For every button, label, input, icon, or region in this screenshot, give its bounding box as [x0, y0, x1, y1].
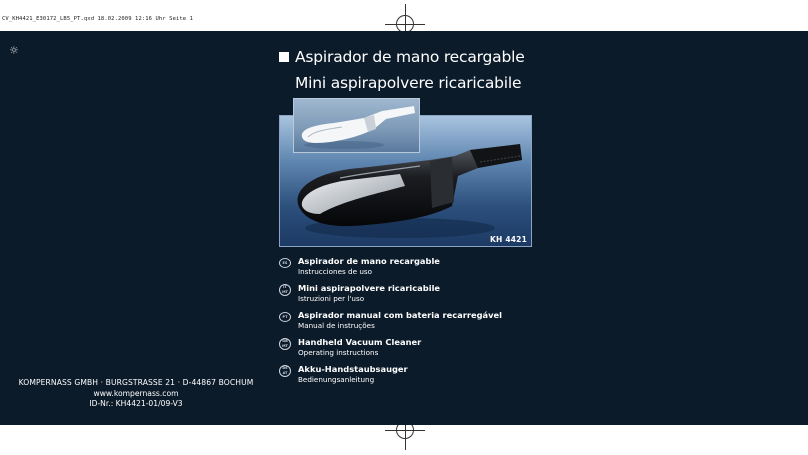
language-code-badge: PT [279, 312, 291, 322]
product-photo-inset [293, 98, 420, 153]
language-item-subtitle: Istruzioni per l'uso [298, 294, 365, 303]
language-item-title: Akku-Handstaubsauger [298, 364, 408, 374]
language-code-badge: DE AT [279, 365, 291, 377]
cover-page [0, 31, 808, 425]
model-number: KH 4421 [490, 235, 527, 244]
vacuum-cleaner-inset-image [294, 99, 419, 152]
language-item-title: Mini aspirapolvere ricaricabile [298, 283, 441, 293]
language-item-subtitle: Manual de instruções [298, 321, 375, 330]
language-code-badge: GB MT [279, 338, 291, 350]
company-website: www.kompernass.com [93, 388, 179, 398]
company-address [0, 378, 272, 410]
file-slug: CV_KH4421_E30172_LB5_PT.qxd 18.02.2009 12:16 Uhr Seite 1 [2, 16, 194, 22]
language-item-title: Aspirador de mano recargable [298, 256, 440, 266]
company-name: KOMPERNASS GMBH · BURGSTRASSE 21 · D-44867 BOCHUM [18, 378, 254, 387]
language-code-badge: IT MT [279, 284, 291, 296]
title-italian: Mini aspirapolvere ricaricabile [295, 74, 522, 92]
language-item-subtitle: Bedienungsanleitung [298, 375, 375, 384]
document-id: ID-Nr.: KH4421-01/09-V3 [89, 399, 183, 408]
square-bullet-icon [279, 52, 289, 62]
language-item-title: Handheld Vacuum Cleaner [298, 337, 422, 347]
title-spanish: Aspirador de mano recargable [279, 48, 525, 66]
sun-icon: ☼ [9, 44, 19, 57]
language-item-subtitle: Operating instructions [298, 348, 379, 357]
language-item-title: Aspirador manual com bateria recarregável [298, 310, 503, 320]
language-item-subtitle: Instrucciones de uso [298, 267, 373, 276]
language-code-badge: ES [279, 258, 291, 268]
